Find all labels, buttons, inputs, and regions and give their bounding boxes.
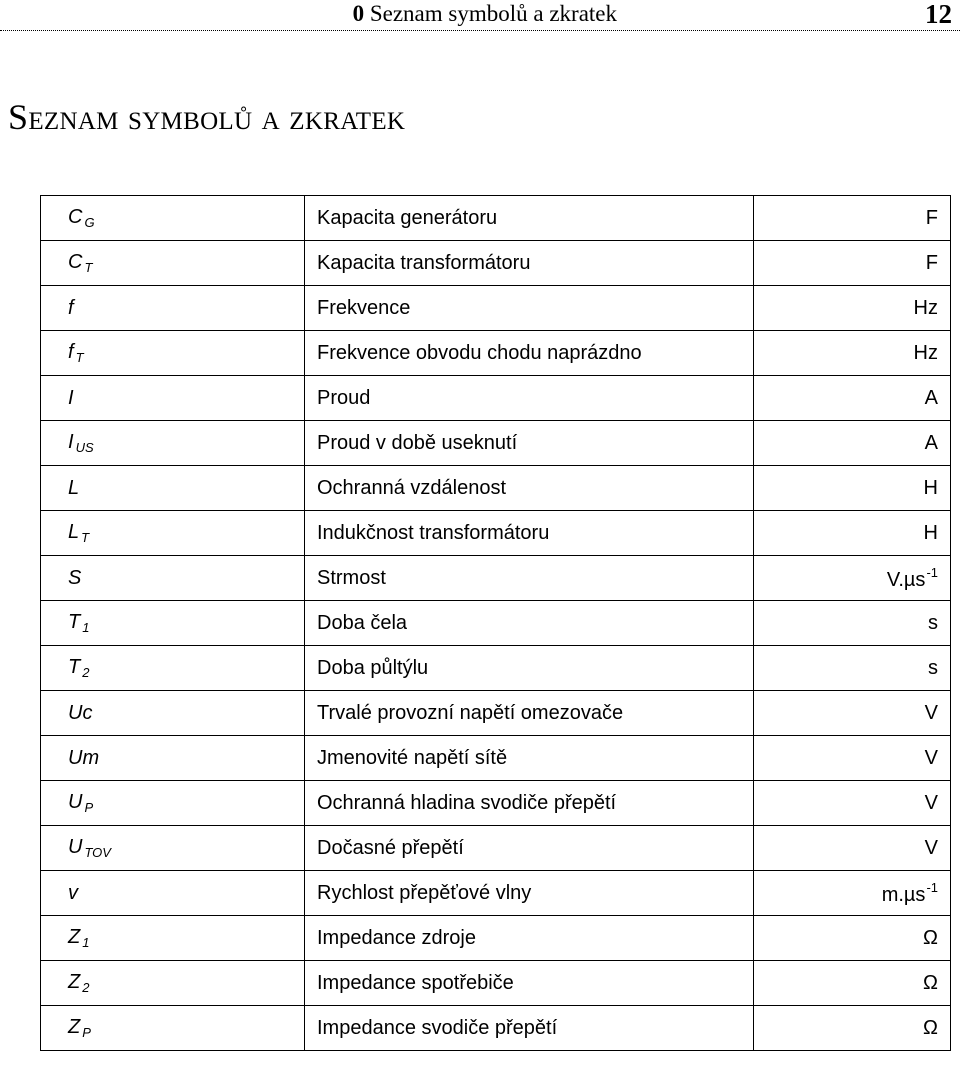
symbol: f bbox=[68, 296, 74, 319]
unit-cell bbox=[754, 421, 951, 466]
unit-cell bbox=[754, 826, 951, 871]
chapter-number: 0 bbox=[352, 1, 365, 26]
symbol-cell bbox=[41, 646, 305, 691]
symbols-table-body bbox=[41, 196, 951, 1051]
unit-cell bbox=[754, 736, 951, 781]
unit-cell bbox=[754, 376, 951, 421]
symbol: U bbox=[68, 836, 83, 858]
symbol-subscript: TOV bbox=[84, 845, 111, 860]
symbol-cell bbox=[41, 466, 305, 511]
unit-cell bbox=[754, 466, 951, 511]
table-row bbox=[41, 646, 951, 691]
symbol-subscript: T bbox=[84, 260, 93, 275]
table-row bbox=[41, 286, 951, 331]
symbol: Um bbox=[68, 746, 100, 769]
unit: Ω bbox=[923, 1016, 938, 1039]
description-cell: Ochranná hladina svodiče přepětí bbox=[305, 781, 754, 826]
symbol: T bbox=[68, 611, 81, 633]
unit: V bbox=[924, 701, 938, 724]
description-cell: Indukčnost transformátoru bbox=[305, 511, 754, 556]
description-cell: Ochranná vzdálenost bbox=[305, 466, 754, 511]
unit: s bbox=[928, 611, 938, 634]
symbol-subscript: US bbox=[75, 440, 94, 455]
unit: V bbox=[924, 836, 938, 859]
description-cell: Impedance spotřebiče bbox=[305, 961, 754, 1006]
symbol-cell bbox=[41, 1006, 305, 1051]
unit: A bbox=[924, 431, 938, 454]
symbol: C bbox=[68, 251, 83, 273]
symbol: I bbox=[68, 386, 74, 409]
unit-exponent: -1 bbox=[926, 879, 938, 895]
unit: s bbox=[928, 656, 938, 679]
unit: V.µs bbox=[886, 568, 926, 591]
unit: Ω bbox=[923, 971, 938, 994]
table-row bbox=[41, 1006, 951, 1051]
unit-cell bbox=[754, 916, 951, 961]
table-row bbox=[41, 871, 951, 916]
unit-cell bbox=[754, 961, 951, 1006]
symbol: S bbox=[68, 566, 82, 589]
table-row bbox=[41, 736, 951, 781]
symbol-cell bbox=[41, 556, 305, 601]
table-row bbox=[41, 511, 951, 556]
symbol: I bbox=[68, 431, 74, 453]
symbol: U bbox=[68, 791, 83, 813]
symbol: T bbox=[68, 656, 81, 678]
unit-cell bbox=[754, 601, 951, 646]
unit-cell bbox=[754, 691, 951, 736]
unit: Ω bbox=[923, 926, 938, 949]
symbol: v bbox=[68, 881, 78, 904]
symbol-cell bbox=[41, 196, 305, 241]
symbols-table bbox=[40, 195, 951, 1051]
table-row bbox=[41, 556, 951, 601]
symbol-cell bbox=[41, 601, 305, 646]
unit-cell bbox=[754, 871, 951, 916]
table-row bbox=[41, 331, 951, 376]
unit-cell bbox=[754, 646, 951, 691]
symbol-cell bbox=[41, 736, 305, 781]
symbol: L bbox=[68, 476, 80, 499]
symbol: Z bbox=[68, 1016, 81, 1038]
symbol-subscript: P bbox=[82, 1025, 91, 1040]
description-cell: Doba půltýlu bbox=[305, 646, 754, 691]
table-row bbox=[41, 826, 951, 871]
description-cell: Impedance svodiče přepětí bbox=[305, 1006, 754, 1051]
symbol-cell bbox=[41, 961, 305, 1006]
symbol-subscript: 1 bbox=[82, 935, 90, 950]
description-cell: Frekvence obvodu chodu naprázdno bbox=[305, 331, 754, 376]
running-header-title bbox=[353, 1, 617, 27]
symbol: C bbox=[68, 206, 83, 228]
unit-cell bbox=[754, 511, 951, 556]
symbol: Z bbox=[68, 971, 81, 993]
unit: V bbox=[924, 791, 938, 814]
unit: V bbox=[924, 746, 938, 769]
description-cell: Doba čela bbox=[305, 601, 754, 646]
description-cell: Proud bbox=[305, 376, 754, 421]
page-number: 12 bbox=[925, 0, 952, 29]
symbol: Uc bbox=[68, 701, 93, 724]
unit: Hz bbox=[913, 341, 938, 364]
unit: m.µs bbox=[881, 883, 926, 906]
symbol-cell bbox=[41, 511, 305, 556]
description-cell: Trvalé provozní napětí omezovače bbox=[305, 691, 754, 736]
unit-exponent: -1 bbox=[926, 564, 938, 580]
symbol-cell bbox=[41, 331, 305, 376]
table-row bbox=[41, 466, 951, 511]
description-cell: Frekvence bbox=[305, 286, 754, 331]
symbol: Z bbox=[68, 926, 81, 948]
description-cell: Strmost bbox=[305, 556, 754, 601]
description-cell: Kapacita generátoru bbox=[305, 196, 754, 241]
description-cell: Rychlost přepěťové vlny bbox=[305, 871, 754, 916]
symbol-subscript: 2 bbox=[82, 980, 90, 995]
symbol-cell bbox=[41, 916, 305, 961]
description-cell: Jmenovité napětí sítě bbox=[305, 736, 754, 781]
symbol-cell bbox=[41, 781, 305, 826]
symbol-subscript: G bbox=[84, 215, 95, 230]
unit-cell bbox=[754, 286, 951, 331]
symbol-cell bbox=[41, 421, 305, 466]
symbol-subscript: P bbox=[84, 800, 94, 815]
unit: Hz bbox=[913, 296, 938, 319]
table-row bbox=[41, 241, 951, 286]
symbol: L bbox=[68, 521, 80, 543]
symbol-cell bbox=[41, 241, 305, 286]
unit: A bbox=[924, 386, 938, 409]
symbol-subscript: 2 bbox=[82, 665, 90, 680]
unit: F bbox=[925, 251, 938, 274]
chapter-title: Seznam symbolů a zkratek bbox=[369, 1, 617, 26]
symbol-cell bbox=[41, 691, 305, 736]
table-row bbox=[41, 781, 951, 826]
symbol-cell bbox=[41, 286, 305, 331]
table-row bbox=[41, 421, 951, 466]
table-row bbox=[41, 691, 951, 736]
unit-cell bbox=[754, 781, 951, 826]
symbol-cell bbox=[41, 826, 305, 871]
unit: H bbox=[923, 476, 938, 499]
unit: F bbox=[925, 206, 938, 229]
description-cell: Proud v době useknutí bbox=[305, 421, 754, 466]
running-header bbox=[0, 0, 960, 31]
table-row bbox=[41, 196, 951, 241]
description-cell: Impedance zdroje bbox=[305, 916, 754, 961]
symbol-subscript: T bbox=[81, 530, 90, 545]
table-row bbox=[41, 376, 951, 421]
table-row bbox=[41, 916, 951, 961]
unit-cell bbox=[754, 1006, 951, 1051]
table-row bbox=[41, 601, 951, 646]
unit-cell bbox=[754, 241, 951, 286]
unit: H bbox=[923, 521, 938, 544]
symbol-cell bbox=[41, 871, 305, 916]
page-title: Seznam symbolů a zkratek bbox=[8, 97, 406, 137]
description-cell: Dočasné přepětí bbox=[305, 826, 754, 871]
symbol: f bbox=[68, 341, 74, 363]
unit-cell bbox=[754, 331, 951, 376]
table-row bbox=[41, 961, 951, 1006]
symbol-subscript: 1 bbox=[82, 620, 90, 635]
symbol-subscript: T bbox=[75, 350, 84, 365]
unit-cell bbox=[754, 556, 951, 601]
unit-cell bbox=[754, 196, 951, 241]
symbol-cell bbox=[41, 376, 305, 421]
description-cell: Kapacita transformátoru bbox=[305, 241, 754, 286]
